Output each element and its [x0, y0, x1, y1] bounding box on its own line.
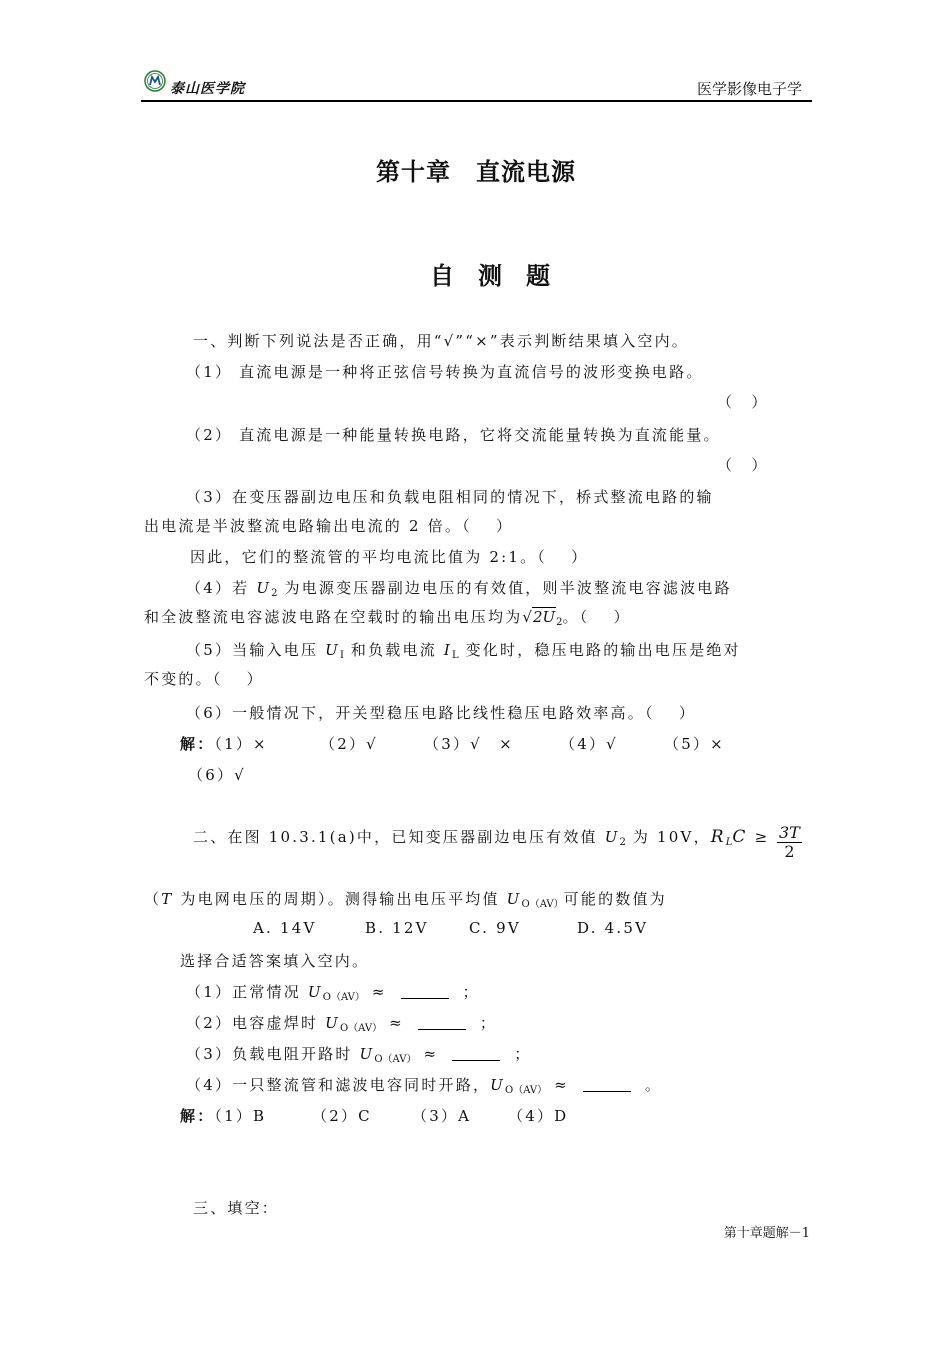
q2-option-d: D. 4.5V — [577, 919, 649, 937]
q1-item4-line2: 和全波整流电容滤波电路在空载时的输出电压均为$√2U_2$。（ ） — [144, 608, 631, 628]
q1-item3-line1: （3）在变压器副边电压和负载电阻相同的情况下，桥式整流电路的输 — [186, 488, 714, 506]
fraction-3T-over-2: $\frac{3T}{2}$ — [779, 823, 800, 861]
q2-line2: （T 为电网电压的周期）。测得输出电压平均值 $U_{O(AV)}$可能的数值为 — [144, 890, 667, 910]
q1-item5-line1: （5）当输入电压 $U_I$ 和负载电流 $I_L$ 变化时，稳压电路的输出电压是绝对 — [186, 641, 741, 661]
q2-answer-3: （3）A — [412, 1107, 472, 1125]
header-divider — [141, 100, 812, 102]
section-title: 自 测 题 — [430, 261, 550, 290]
answer-blank — [452, 1048, 500, 1061]
answer-blank — [418, 1017, 466, 1030]
q2-sub3: （3）负载电阻开路时 $U_{O(AV)}$ ≈ ； — [186, 1045, 532, 1065]
page-footer: 第十章题解－1 — [723, 1226, 810, 1241]
q1-item5-line2: 不变的。（ ） — [144, 670, 264, 688]
sqrt-expression: $√2U_2$ — [522, 608, 563, 628]
q1-answer-6: （6）√ — [188, 766, 246, 784]
q1-answer-3: （3）√ × — [424, 735, 514, 753]
q1-item2: （2） 直流电源是一种能量转换电路，它将交流能量转换为直流能量。 — [186, 426, 721, 444]
school-logo-icon — [144, 70, 166, 92]
q2-answer-2: （2）C — [312, 1107, 372, 1125]
q2-option-b: B. 12V — [365, 919, 429, 937]
q2-select-instruction: 选择合适答案填入空内。 — [180, 952, 370, 970]
q2-answer: 解：（1）B — [180, 1107, 267, 1125]
q1-item2-paren: （ ） — [717, 456, 769, 474]
q2-sub1: （1）正常情况 $U_{O(AV)}$ ≈ ； — [186, 983, 480, 1003]
course-name: 医学影像电子学 — [696, 80, 802, 98]
q2-answer-4: （4）D — [508, 1107, 569, 1125]
q1-item1: （1） 直流电源是一种将正弦信号转换为直流信号的波形变换电路。 — [186, 363, 704, 381]
answer-label: 解： — [180, 735, 215, 753]
answer-blank — [583, 1079, 631, 1092]
q1-answer-5: （5）× — [664, 735, 725, 753]
chapter-title: 第十章 直流电源 — [376, 157, 576, 186]
school-name: 泰山医学院 — [170, 81, 245, 97]
q2-option-a: A. 14V — [253, 919, 317, 937]
q1-answer-4: （4）√ — [560, 735, 618, 753]
answer-blank — [401, 986, 449, 999]
q2-intro: 二、在图 10.3.1(a)中，已知变压器副边电压有效值 $U_2$ 为 10V，$R_LC$ ≥ — [193, 827, 770, 848]
q3-intro: 三、填空： — [193, 1199, 280, 1217]
q1-answer: 解：（1）× — [180, 735, 268, 753]
q1-item1-paren: （ ） — [717, 393, 769, 411]
q1-answer-2: （2）√ — [320, 735, 378, 753]
q1-item6: （6）一般情况下，开关型稳压电路比线性稳压电路效率高。（ ） — [186, 704, 697, 722]
q1-intro: 一、判断下列说法是否正确，用“√”“×”表示判断结果填入空内。 — [193, 332, 690, 350]
q2-sub4: （4）一只整流管和滤波电容同时开路，$U_{O(AV)}$ ≈ 。 — [186, 1076, 663, 1096]
q2-sub2: （2）电容虚焊时 $U_{O(AV)}$ ≈ ； — [186, 1014, 498, 1034]
q1-item3-line3: 因此，它们的整流管的平均电流比值为 2:1。（ ） — [190, 548, 589, 566]
q1-item4-line1: （4）若 $U_2$ 为电源变压器副边电压的有效值，则半波整流电容滤波电路 — [186, 579, 732, 599]
q2-option-c: C. 9V — [469, 919, 521, 937]
q1-item3-line2: 出电流是半波整流电路输出电流的 2 倍。（ ） — [144, 517, 514, 535]
answer-label: 解： — [180, 1107, 215, 1125]
